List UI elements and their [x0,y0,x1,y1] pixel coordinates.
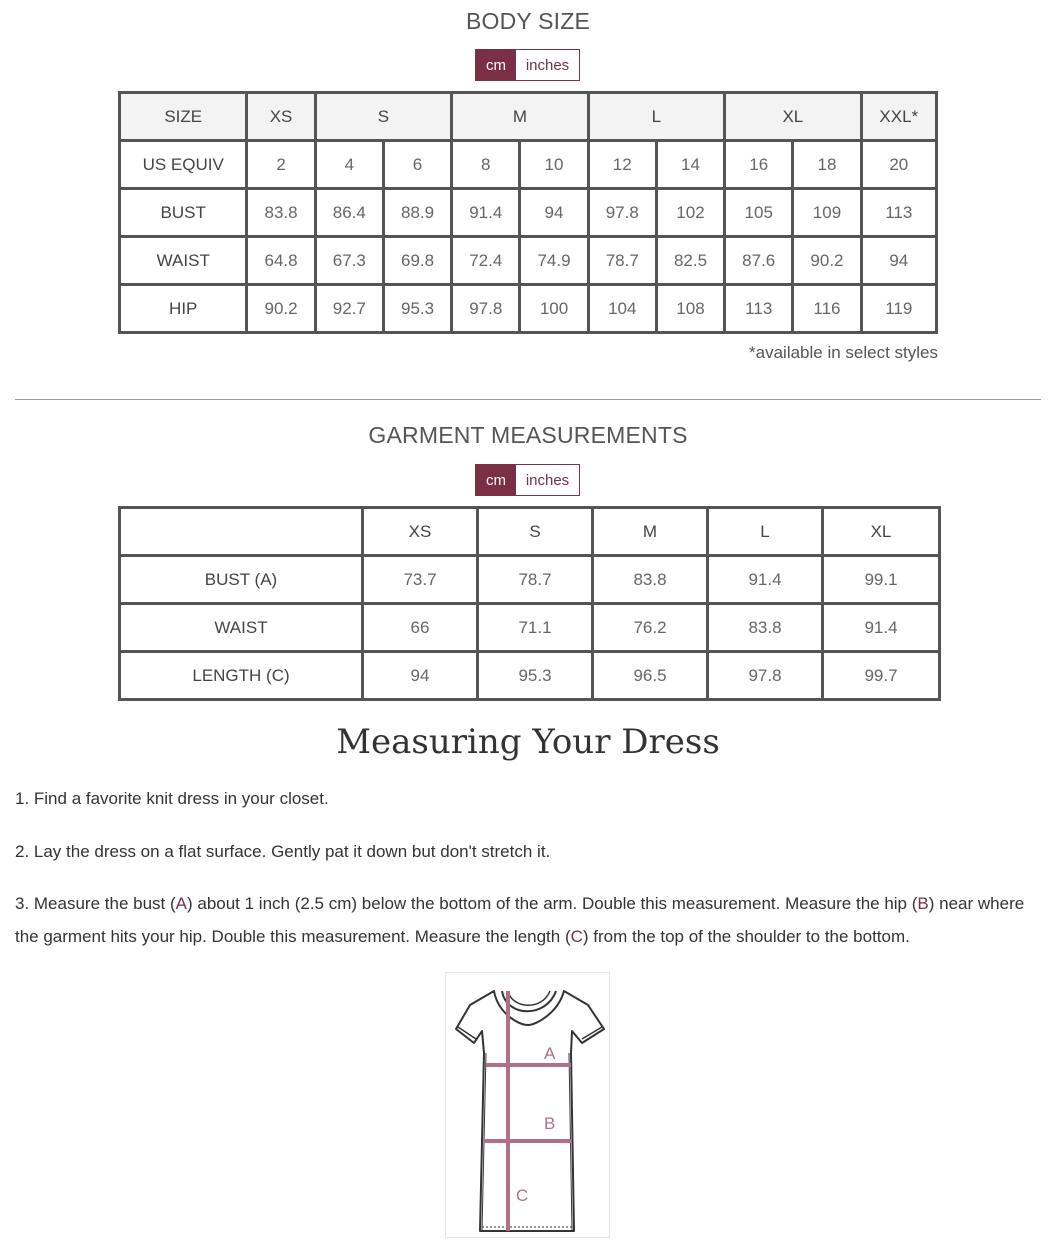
table-cell: 83.8 [247,189,315,237]
table-cell: 76.2 [593,604,708,652]
size-l-header: L [588,93,724,141]
letter-c: C [570,927,583,946]
label-c: C [516,1186,529,1205]
step-3-text: ) near where the garment hits your hip. Double this measurement. Measure the length ( [15,894,1025,946]
garment-row-waist [120,604,940,652]
table-cell: 18 [793,141,861,189]
garment-unit-toggle [475,464,580,496]
label-b: B [544,1114,556,1133]
table-cell: 78.7 [478,556,593,604]
table-cell: 104 [588,285,656,333]
table-cell: 92.7 [315,285,383,333]
garment-row-bust [120,556,940,604]
table-cell: 74.9 [520,237,588,285]
table-cell: 87.6 [725,237,793,285]
table-cell: 109 [793,189,861,237]
table-cell: 100 [520,285,588,333]
row-label: US EQUIV [120,141,247,189]
empty-header-cell [120,508,363,556]
table-cell: 95.3 [478,652,593,700]
size-xs-header: XS [363,508,478,556]
body-size-cm-button[interactable]: cm [476,50,516,80]
table-cell: 105 [725,189,793,237]
label-a: A [544,1044,556,1063]
step-3-text: ) about 1 inch (2.5 cm) below the bottom of the arm. Double this measurement. Measure the hip ( [186,894,918,913]
garment-header-row [120,508,940,556]
garment-inches-button[interactable]: inches [516,465,579,495]
table-cell: 116 [793,285,861,333]
table-cell: 91.4 [823,604,940,652]
size-s-header: S [478,508,593,556]
garment-table [118,506,941,701]
table-cell: 8 [452,141,520,189]
step-3-text: 3. Measure the bust ( [15,894,176,913]
step-1: 1. Find a favorite knit dress in your closet. [15,789,329,808]
dress-illustration [446,973,609,1237]
row-label: WAIST [120,604,363,652]
size-xs-header: XS [247,93,315,141]
table-cell: 94 [520,189,588,237]
size-s-header: S [315,93,451,141]
step-3 [15,887,1045,953]
table-cell: 67.3 [315,237,383,285]
table-cell: 78.7 [588,237,656,285]
step-2: 2. Lay the dress on a flat surface. Gently pat it down but don't stretch it. [15,842,551,861]
row-label: HIP [120,285,247,333]
table-cell: 113 [861,189,936,237]
size-xl-header: XL [725,93,861,141]
table-cell: 64.8 [247,237,315,285]
garment-row-length [120,652,940,700]
table-cell: 113 [725,285,793,333]
table-cell: 97.8 [588,189,656,237]
table-cell: 6 [383,141,451,189]
availability-footnote: *available in select styles [749,343,938,362]
table-cell: 83.8 [708,604,823,652]
row-label: BUST [120,189,247,237]
letter-a: A [175,894,187,913]
table-cell: 72.4 [452,237,520,285]
table-cell: 97.8 [452,285,520,333]
table-cell: 91.4 [708,556,823,604]
table-cell: 4 [315,141,383,189]
size-m-header: M [452,93,588,141]
table-cell: 71.1 [478,604,593,652]
table-cell: 10 [520,141,588,189]
table-cell: 99.7 [823,652,940,700]
size-header-cell: SIZE [120,93,247,141]
garment-title: GARMENT MEASUREMENTS [368,422,688,448]
table-cell: 20 [861,141,936,189]
table-cell: 82.5 [656,237,724,285]
table-cell: 99.1 [823,556,940,604]
measuring-heading: Measuring Your Dress [336,722,720,762]
row-label: LENGTH (C) [120,652,363,700]
table-cell: 94 [861,237,936,285]
size-xl-header: XL [823,508,940,556]
table-cell: 73.7 [363,556,478,604]
size-l-header: L [708,508,823,556]
body-row-us-equiv [120,141,937,189]
table-cell: 102 [656,189,724,237]
body-size-inches-button[interactable]: inches [516,50,579,80]
body-row-waist [120,237,937,285]
table-cell: 95.3 [383,285,451,333]
body-row-hip [120,285,937,333]
table-cell: 91.4 [452,189,520,237]
letter-b: B [917,894,929,913]
row-label: BUST (A) [120,556,363,604]
table-cell: 97.8 [708,652,823,700]
table-cell: 96.5 [593,652,708,700]
dress-diagram [445,972,610,1238]
table-cell: 108 [656,285,724,333]
garment-cm-button[interactable]: cm [476,465,516,495]
table-cell: 12 [588,141,656,189]
body-size-table [118,91,938,334]
table-cell: 90.2 [793,237,861,285]
table-cell: 94 [363,652,478,700]
table-cell: 83.8 [593,556,708,604]
table-cell: 14 [656,141,724,189]
size-m-header: M [593,508,708,556]
row-label: WAIST [120,237,247,285]
step-3-text: ) from the top of the shoulder to the bottom. [582,927,910,946]
table-cell: 16 [725,141,793,189]
table-cell: 88.9 [383,189,451,237]
table-cell: 90.2 [247,285,315,333]
section-divider [15,399,1041,400]
body-row-bust [120,189,937,237]
table-cell: 86.4 [315,189,383,237]
size-xxl-header: XXL* [861,93,936,141]
table-cell: 2 [247,141,315,189]
body-size-title: BODY SIZE [465,8,591,34]
table-cell: 69.8 [383,237,451,285]
table-cell: 119 [861,285,936,333]
body-size-unit-toggle [475,49,580,81]
table-cell: 66 [363,604,478,652]
body-size-header-row [120,93,937,141]
